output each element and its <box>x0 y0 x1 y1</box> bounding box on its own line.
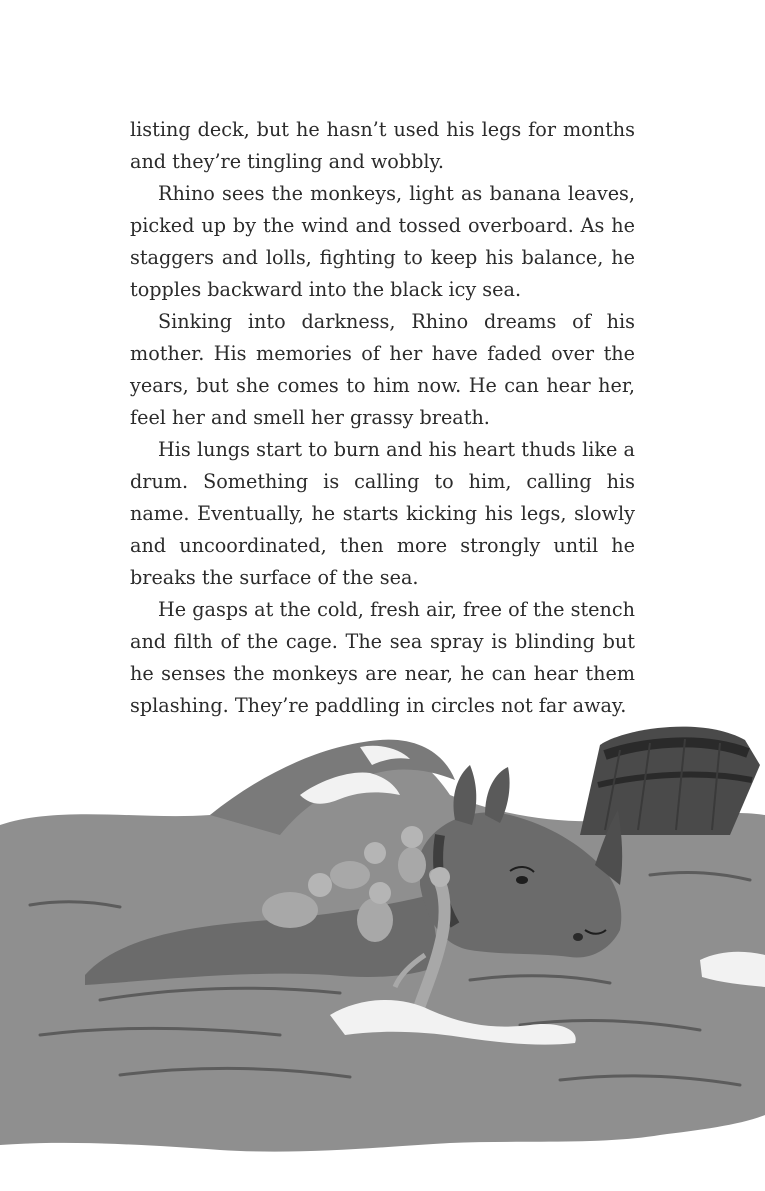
sea-illustration <box>0 725 765 1191</box>
story-text <box>130 114 635 722</box>
barrel <box>580 727 760 835</box>
paragraph-3: Sinking into darkness, Rhino dreams of his mother. His memories of her have faded over the years, but she comes to him now. He can hear her, feel her and smell her grassy breath. <box>130 310 635 429</box>
paragraph-4: His lungs start to burn and his heart thuds like a drum. Something is calling to him, calling his name. Eventually, he starts kicking his legs, slowly and uncoordinated, then more strongly until he breaks the surface of the sea. <box>130 438 635 589</box>
paragraph-5: He gasps at the cold, fresh air, free of the stench and filth of the cage. The sea spray is blinding but he senses the monkeys are near, he can hear them splashing. They’re paddling in circles not far away. <box>130 598 635 717</box>
paragraph-1: listing deck, but he hasn’t used his legs for months and they’re tingling and wobbly. <box>130 118 635 173</box>
paragraph-2: Rhino sees the monkeys, light as banana leaves, picked up by the wind and tossed overboard. As he staggers and lolls, fighting to keep his balance, he topples backward into the black icy sea. <box>130 182 635 301</box>
